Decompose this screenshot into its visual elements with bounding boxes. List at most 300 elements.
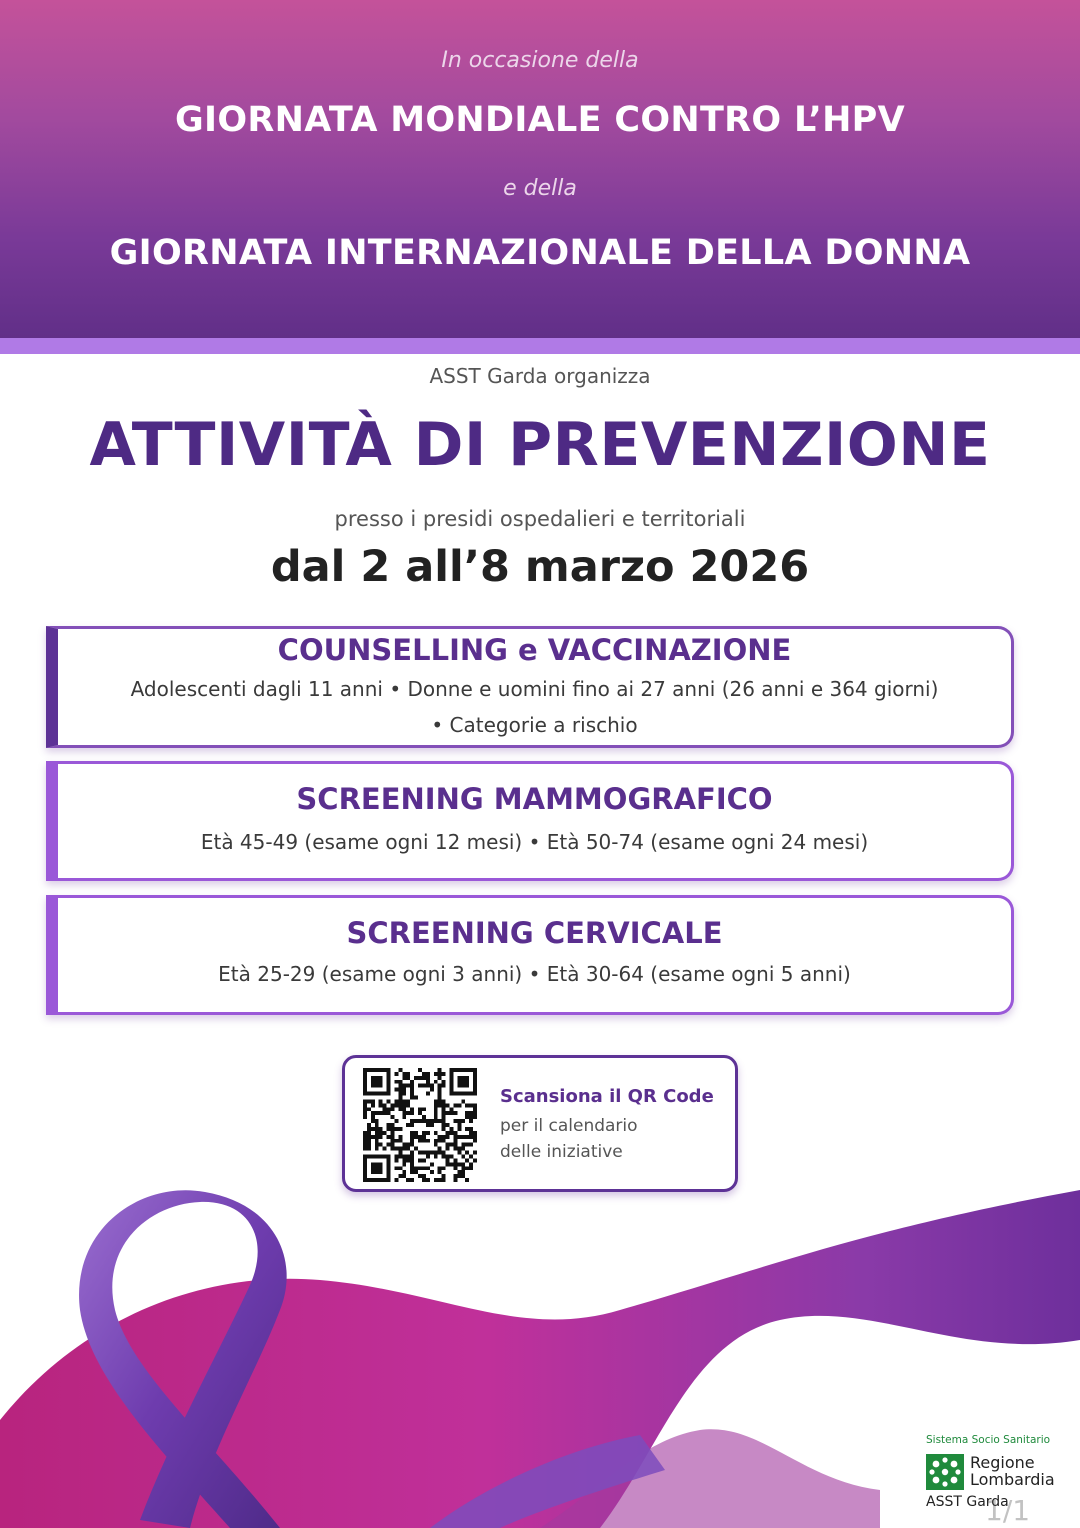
- organizer-text: ASST Garda organizza: [429, 364, 651, 388]
- subtitle: presso i presidi ospedalieri e territoriali: [334, 507, 746, 531]
- qr-module: [461, 1162, 465, 1166]
- qr-module: [418, 1084, 422, 1088]
- logo-name-regione: Regione: [970, 1453, 1035, 1472]
- qr-module: [410, 1143, 414, 1147]
- qr-module: [391, 1107, 395, 1111]
- qr-module: [442, 1099, 446, 1103]
- qr-module: [442, 1127, 446, 1131]
- qr-module: [449, 1107, 453, 1111]
- qr-module: [438, 1103, 442, 1107]
- qr-module: [387, 1143, 391, 1147]
- qr-module: [410, 1166, 414, 1170]
- card-screening-cervicale: [46, 895, 1014, 1015]
- qr-module: [394, 1147, 398, 1151]
- qr-module: [461, 1135, 465, 1139]
- qr-module: [402, 1076, 406, 1080]
- qr-module: [379, 1127, 383, 1131]
- qr-module: [394, 1088, 398, 1092]
- qr-module: [406, 1111, 410, 1115]
- qr-module: [414, 1135, 418, 1139]
- qr-subtitle-line1: per il calendario: [500, 1116, 638, 1136]
- qr-module: [438, 1068, 442, 1072]
- qr-module: [426, 1139, 430, 1143]
- header-title-hpv: GIORNATA MONDIALE CONTRO L’HPV: [174, 100, 906, 140]
- qr-module: [383, 1131, 387, 1135]
- header-connector: e della: [503, 176, 577, 201]
- qr-module: [402, 1162, 406, 1166]
- qr-module: [442, 1123, 446, 1127]
- qr-module: [402, 1158, 406, 1162]
- qr-module: [367, 1139, 371, 1143]
- qr-module: [473, 1107, 477, 1111]
- qr-module: [398, 1151, 402, 1155]
- qr-module: [367, 1099, 371, 1103]
- qr-module: [375, 1127, 379, 1131]
- qr-module: [457, 1127, 461, 1131]
- qr-title: Scansiona il QR Code: [500, 1086, 714, 1107]
- qr-code-icon[interactable]: [363, 1068, 477, 1182]
- qr-module: [398, 1068, 402, 1072]
- qr-module: [406, 1158, 410, 1162]
- qr-module: [438, 1072, 442, 1076]
- qr-module: [402, 1099, 406, 1103]
- qr-module: [438, 1151, 442, 1155]
- qr-module: [363, 1103, 367, 1107]
- qr-module: [449, 1154, 453, 1158]
- qr-module: [383, 1147, 387, 1151]
- qr-module: [410, 1178, 414, 1182]
- qr-module: [449, 1162, 453, 1166]
- qr-module: [387, 1107, 391, 1111]
- qr-module: [391, 1139, 395, 1143]
- qr-module: [453, 1143, 457, 1147]
- qr-module: [410, 1151, 414, 1155]
- qr-module: [465, 1166, 469, 1170]
- qr-module: [426, 1076, 430, 1080]
- qr-module: [457, 1103, 461, 1107]
- qr-module: [465, 1115, 469, 1119]
- qr-module: [442, 1154, 446, 1158]
- qr-module: [418, 1119, 422, 1123]
- qr-module: [402, 1084, 406, 1088]
- qr-module: [406, 1103, 410, 1107]
- qr-module: [406, 1084, 410, 1088]
- qr-module: [457, 1147, 461, 1151]
- qr-module: [391, 1135, 395, 1139]
- qr-module: [402, 1147, 406, 1151]
- qr-module: [379, 1099, 383, 1103]
- rosa-camuna-icon: [926, 1454, 964, 1490]
- qr-module: [410, 1123, 414, 1127]
- qr-module: [375, 1143, 379, 1147]
- qr-module: [371, 1103, 375, 1107]
- qr-module: [414, 1119, 418, 1123]
- qr-module: [363, 1111, 367, 1115]
- qr-module: [398, 1084, 402, 1088]
- qr-module: [430, 1170, 434, 1174]
- qr-module: [367, 1107, 371, 1111]
- qr-module: [473, 1151, 477, 1155]
- qr-module: [457, 1174, 461, 1178]
- qr-module: [461, 1154, 465, 1158]
- card-title: SCREENING CERVICALE: [346, 916, 723, 950]
- qr-module: [402, 1088, 406, 1092]
- qr-module: [391, 1123, 395, 1127]
- qr-module: [469, 1131, 473, 1135]
- qr-module: [367, 1135, 371, 1139]
- qr-module: [375, 1135, 379, 1139]
- qr-module: [442, 1151, 446, 1155]
- qr-module: [434, 1151, 438, 1155]
- qr-module: [402, 1072, 406, 1076]
- qr-module: [418, 1174, 422, 1178]
- qr-module: [371, 1099, 375, 1103]
- qr-module: [363, 1115, 367, 1119]
- qr-module: [453, 1111, 457, 1115]
- qr-module: [430, 1123, 434, 1127]
- qr-module: [461, 1147, 465, 1151]
- qr-module: [402, 1174, 406, 1178]
- qr-module: [461, 1143, 465, 1147]
- qr-module: [398, 1088, 402, 1092]
- qr-module: [426, 1080, 430, 1084]
- qr-module: [434, 1099, 438, 1103]
- qr-module: [426, 1119, 430, 1123]
- qr-module: [383, 1111, 387, 1115]
- qr-module: [434, 1178, 438, 1182]
- qr-module: [367, 1147, 371, 1151]
- qr-module: [375, 1123, 379, 1127]
- qr-module: [371, 1135, 375, 1139]
- header-stripe: [0, 338, 1080, 354]
- qr-module: [438, 1084, 442, 1088]
- qr-module: [422, 1119, 426, 1123]
- qr-module: [465, 1143, 469, 1147]
- card-title: COUNSELLING e VACCINAZIONE: [277, 633, 792, 667]
- qr-module: [434, 1072, 438, 1076]
- qr-module: [434, 1139, 438, 1143]
- qr-module: [422, 1151, 426, 1155]
- qr-module: [398, 1096, 402, 1100]
- qr-module: [430, 1151, 434, 1155]
- qr-module: [367, 1123, 371, 1127]
- qr-module: [410, 1080, 414, 1084]
- qr-module: [410, 1162, 414, 1166]
- qr-module: [418, 1135, 422, 1139]
- qr-module: [375, 1147, 379, 1151]
- qr-module: [394, 1158, 398, 1162]
- qr-module: [469, 1162, 473, 1166]
- card-text: Età 25-29 (esame ogni 3 anni) • Età 30-64 (esame ogni 5 anni): [218, 962, 851, 986]
- qr-module: [410, 1139, 414, 1143]
- qr-module: [438, 1135, 442, 1139]
- qr-module: [438, 1076, 442, 1080]
- qr-module: [414, 1166, 418, 1170]
- qr-module: [394, 1080, 398, 1084]
- qr-module: [465, 1111, 469, 1115]
- qr-module: [469, 1119, 473, 1123]
- qr-module: [465, 1158, 469, 1162]
- qr-module: [394, 1099, 398, 1103]
- qr-module: [438, 1147, 442, 1151]
- qr-module: [438, 1099, 442, 1103]
- qr-module: [461, 1170, 465, 1174]
- qr-module: [379, 1131, 383, 1135]
- qr-module: [461, 1174, 465, 1178]
- qr-module: [394, 1178, 398, 1182]
- qr-module: [402, 1154, 406, 1158]
- qr-module: [446, 1143, 450, 1147]
- qr-module: [410, 1135, 414, 1139]
- qr-subtitle-line2: delle iniziative: [500, 1142, 623, 1162]
- qr-module: [434, 1143, 438, 1147]
- qr-module: [387, 1111, 391, 1115]
- qr-module: [446, 1147, 450, 1151]
- qr-module: [363, 1135, 367, 1139]
- qr-module: [371, 1111, 375, 1115]
- qr-module: [410, 1107, 414, 1111]
- qr-module: [414, 1131, 418, 1135]
- qr-module: [442, 1115, 446, 1119]
- qr-module: [453, 1119, 457, 1123]
- qr-module: [430, 1084, 434, 1088]
- event-dates: dal 2 all’8 marzo 2026: [270, 542, 810, 592]
- qr-module: [465, 1151, 469, 1155]
- qr-module: [402, 1103, 406, 1107]
- main-title: ATTIVITÀ DI PREVENZIONE: [89, 410, 991, 480]
- qr-module: [426, 1178, 430, 1182]
- qr-module: [469, 1111, 473, 1115]
- qr-module: [414, 1076, 418, 1080]
- qr-module: [446, 1158, 450, 1162]
- qr-module: [375, 1119, 379, 1123]
- qr-module: [422, 1107, 426, 1111]
- qr-module: [457, 1135, 461, 1139]
- qr-module: [418, 1139, 422, 1143]
- qr-module: [402, 1115, 406, 1119]
- qr-module: [398, 1099, 402, 1103]
- qr-module: [367, 1131, 371, 1135]
- qr-module: [473, 1139, 477, 1143]
- qr-module: [410, 1158, 414, 1162]
- qr-module: [410, 1154, 414, 1158]
- qr-module: [414, 1147, 418, 1151]
- qr-module: [398, 1166, 402, 1170]
- qr-module: [442, 1174, 446, 1178]
- qr-module: [414, 1096, 418, 1100]
- qr-module: [438, 1096, 442, 1100]
- qr-module: [465, 1127, 469, 1131]
- qr-module: [406, 1147, 410, 1151]
- qr-module: [406, 1072, 410, 1076]
- qr-module: [371, 1119, 375, 1123]
- qr-module: [398, 1107, 402, 1111]
- qr-module: [473, 1158, 477, 1162]
- qr-module: [442, 1139, 446, 1143]
- qr-module: [398, 1135, 402, 1139]
- qr-module: [398, 1139, 402, 1143]
- qr-module: [394, 1166, 398, 1170]
- qr-module: [391, 1143, 395, 1147]
- qr-module: [418, 1166, 422, 1170]
- qr-module: [387, 1135, 391, 1139]
- qr-module: [418, 1151, 422, 1155]
- qr-module: [457, 1162, 461, 1166]
- qr-module: [394, 1127, 398, 1131]
- qr-module: [418, 1107, 422, 1111]
- qr-module: [442, 1072, 446, 1076]
- qr-module: [453, 1139, 457, 1143]
- qr-module: [394, 1139, 398, 1143]
- qr-module: [418, 1076, 422, 1080]
- qr-module: [442, 1111, 446, 1115]
- qr-module: [422, 1166, 426, 1170]
- qr-module: [457, 1119, 461, 1123]
- logo-system-text: Sistema Socio Sanitario: [926, 1434, 1051, 1446]
- qr-module: [469, 1103, 473, 1107]
- card-text: Età 45-49 (esame ogni 12 mesi) • Età 50-74 (esame ogni 24 mesi): [200, 830, 869, 854]
- qr-module: [442, 1119, 446, 1123]
- qr-module: [363, 1099, 367, 1103]
- qr-module: [453, 1178, 457, 1182]
- header-banner: [0, 0, 1080, 338]
- qr-module: [394, 1119, 398, 1123]
- qr-module: [469, 1115, 473, 1119]
- qr-module: [402, 1092, 406, 1096]
- qr-module: [379, 1135, 383, 1139]
- qr-module: [434, 1107, 438, 1111]
- qr-module: [426, 1151, 430, 1155]
- qr-module: [449, 1131, 453, 1135]
- qr-module: [398, 1154, 402, 1158]
- qr-module: [394, 1103, 398, 1107]
- qr-module: [410, 1084, 414, 1088]
- qr-module: [426, 1131, 430, 1135]
- qr-module: [442, 1107, 446, 1111]
- qr-module: [453, 1147, 457, 1151]
- qr-module: [371, 1115, 375, 1119]
- qr-module: [383, 1107, 387, 1111]
- qr-module: [469, 1135, 473, 1139]
- qr-module: [453, 1135, 457, 1139]
- qr-module: [449, 1127, 453, 1131]
- qr-module: [402, 1107, 406, 1111]
- qr-module: [422, 1158, 426, 1162]
- qr-module: [461, 1099, 465, 1103]
- qr-module: [363, 1139, 367, 1143]
- qr-module: [406, 1154, 410, 1158]
- logo-asst-garda: ASST Garda: [926, 1494, 1009, 1510]
- qr-module: [391, 1127, 395, 1131]
- qr-module: [406, 1143, 410, 1147]
- qr-module: [410, 1096, 414, 1100]
- qr-module: [438, 1088, 442, 1092]
- qr-module: [461, 1166, 465, 1170]
- qr-module: [438, 1092, 442, 1096]
- qr-module: [422, 1076, 426, 1080]
- qr-module: [406, 1123, 410, 1127]
- qr-module: [469, 1143, 473, 1147]
- decorative-wave-ribbon: [0, 1190, 1080, 1528]
- qr-module: [387, 1123, 391, 1127]
- qr-module: [434, 1103, 438, 1107]
- qr-module: [469, 1127, 473, 1131]
- qr-module: [379, 1103, 383, 1107]
- qr-module: [379, 1143, 383, 1147]
- qr-module: [402, 1170, 406, 1174]
- qr-module: [453, 1162, 457, 1166]
- qr-module: [418, 1111, 422, 1115]
- qr-module: [438, 1139, 442, 1143]
- logo-name-lombardia: Lombardia: [970, 1470, 1055, 1489]
- qr-module: [442, 1084, 446, 1088]
- qr-module: [379, 1111, 383, 1115]
- qr-module: [473, 1103, 477, 1107]
- qr-module: [422, 1131, 426, 1135]
- qr-module: [406, 1178, 410, 1182]
- card-title: SCREENING MAMMOGRAFICO: [296, 782, 773, 816]
- qr-module: [398, 1147, 402, 1151]
- qr-module: [446, 1131, 450, 1135]
- qr-module: [442, 1103, 446, 1107]
- qr-module: [398, 1080, 402, 1084]
- qr-module: [457, 1123, 461, 1127]
- qr-module: [391, 1115, 395, 1119]
- qr-module: [461, 1119, 465, 1123]
- qr-module: [375, 1131, 379, 1135]
- qr-module: [363, 1143, 367, 1147]
- qr-module: [387, 1099, 391, 1103]
- qr-module: [453, 1166, 457, 1170]
- qr-module: [375, 1139, 379, 1143]
- qr-module: [422, 1072, 426, 1076]
- qr-module: [446, 1103, 450, 1107]
- qr-module: [457, 1151, 461, 1155]
- qr-module: [422, 1178, 426, 1182]
- qr-module: [426, 1092, 430, 1096]
- qr-module: [406, 1099, 410, 1103]
- qr-module: [430, 1119, 434, 1123]
- qr-module: [375, 1111, 379, 1115]
- qr-module: [422, 1139, 426, 1143]
- qr-module: [422, 1084, 426, 1088]
- card-text: • Categorie a rischio: [431, 713, 638, 737]
- qr-module: [363, 1131, 367, 1135]
- qr-module: [406, 1076, 410, 1080]
- qr-module: [457, 1170, 461, 1174]
- qr-module: [410, 1092, 414, 1096]
- qr-module: [438, 1178, 442, 1182]
- qr-module: [446, 1135, 450, 1139]
- qr-module: [434, 1119, 438, 1123]
- qr-module: [367, 1127, 371, 1131]
- qr-module: [446, 1123, 450, 1127]
- qr-module: [434, 1111, 438, 1115]
- header-title-donna: GIORNATA INTERNAZIONALE DELLA DONNA: [109, 233, 971, 273]
- qr-module: [398, 1103, 402, 1107]
- qr-module: [387, 1127, 391, 1131]
- qr-module: [449, 1111, 453, 1115]
- qr-module: [438, 1119, 442, 1123]
- qr-module: [410, 1131, 414, 1135]
- qr-module: [446, 1162, 450, 1166]
- qr-module: [434, 1154, 438, 1158]
- qr-module: [426, 1072, 430, 1076]
- qr-module: [434, 1080, 438, 1084]
- qr-module: [446, 1154, 450, 1158]
- qr-module: [391, 1147, 395, 1151]
- qr-module: [414, 1170, 418, 1174]
